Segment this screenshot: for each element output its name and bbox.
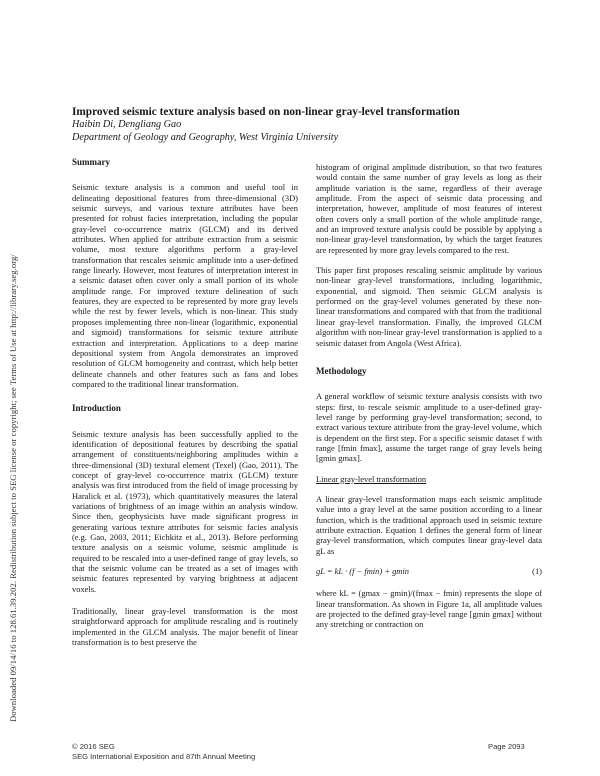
meeting-name: SEG International Exposition and 87th Annual Meeting [72,751,256,761]
after-equation-text: where kL = (gmax − gmin)/(fmax − fmin) represents the slope of linear transformation. As shown in Figure 1a, all amplitude values are projected to the defined gray-level range [gmin gmax] without any stretching or contraction on [316,588,542,630]
right-paragraph-1: histogram of original amplitude distribution, so that two features would contain the same number of gray levels as long as their amplitude variation is the same, regardless of their average amplitude. From the aspect of seismic data processing and interpretation, however, amplitude of most features of interest often covers only a small portion of the whole amplitude range, and an improved texture analysis could be possible by applying a non-linear gray-level transformation, by which the target features are represented by more gray levels compared to the rest. [316,162,542,255]
intro-paragraph-2: Traditionally, linear gray-level transformation is the most straightforward approach for amplitude rescaling and is routinely implemented in the GLCM analysis. The major benefit of linear transformation is to best preserve the [72,606,298,648]
methodology-text: A general workflow of seismic texture analysis consists with two steps: first, to rescale seismic amplitude to a user-defined gray-level range by performing gray-level transformation; second, to extract various texture attribute from the gray-level volume, which is dependent on the first step. For a specific seismic dataset f with range [fmin fmax], assume the target range of gray levels being [gmin gmax]. [316,391,542,464]
authors: Haibin Di, Dengliang Gao [72,119,182,130]
introduction-heading: Introduction [72,403,121,414]
right-paragraph-2: This paper first proposes rescaling seismic amplitude by various non-linear gray-level transformations, including logarithmic, exponential, and sigmoid. Then seismic GLCM analysis is performed on the gray-level volumes generated by these non-linear transformations and compared with that from the traditional linear gray-level transformation. Finally, the improved GLCM algorithm with non-linear gray-level transformation is applied to a seismic dataset from Angola (West Africa). [316,265,542,348]
footer [72,742,255,761]
summary-heading: Summary [72,157,110,167]
paper-title: Improved seismic texture analysis based on non-linear gray-level transformation [72,106,460,118]
right-column [316,162,542,640]
intro-paragraph-1: Seismic texture analysis has been successfully applied to the identification of depositional features by describing the spatial arrangement of constituents/neighboring amplitudes within a three-dimensional (3D) textural element (Texel) (Gao, 2011). The concept of gray-level co-occurrence matrix (GLCM) texture analysis was first introduced from the field of image processing by Haralick et al. (1973), which quantitatively measures the lateral variations of brightness of an image within an analysis window. Since then, geophysicists have made significant progress in generating various texture attributes for seismic facies analysis (e.g. Gao, 2003, 2011; Eichkitz et al., 2013). Before performing texture analysis on a seismic volume, seismic amplitude is required to be rescaled into a user-defined range of gray levels, so that the seismic volume can be treated as a set of images with seismic features represented by varying brightness at adjacent voxels. [72,428,298,594]
download-notice: Downloaded 09/14/16 to 128.61.39.202. Redistribution subject to SEG license or copyright; see Terms of Use at http://library.seg.org/ [8,254,18,722]
equation-number: (1) [532,566,542,576]
left-column [72,157,298,657]
linear-subheading: Linear gray-level transformation [316,473,427,484]
methodology-heading: Methodology [316,365,367,376]
equation-1 [316,566,542,576]
copyright: © 2016 SEG [72,742,115,751]
equation-body: gL = kL · (f − fmin) + gmin [316,566,409,576]
summary-text: Seismic texture analysis is a common and useful tool in delineating depositional features from three-dimensional (3D) seismic surveys, and various texture attributes have been presented for robust facies interpretation, including the popular gray-level co-occurrence matrix (GLCM) and its derived attributes. When applied for attribute extraction from a seismic volume, most texture algorithms perform a gray-level transformation that rescales seismic amplitude into a user-defined range linearly. However, most features of interpretation interest in a seismic dataset often cover only a small portion of its whole amplitude range. For improved texture delineation of such features, they are expected to be represented by more gray levels while the rest by fewer levels, which is non-linear. This study proposes implementing three non-linear (logarithmic, exponential and sigmoid) transformations for seismic texture attribute extraction and interpretation. Applications to a deep marine depositional system from Angola demonstrates an improved resolution of GLCM homogeneity and contrast, which help better delineate channels and other features such as fans and lobes compared to the traditional linear transformation. [72,182,298,389]
author-block [72,119,338,144]
page-number: Page 2093 [488,742,525,751]
linear-text: A linear gray-level transformation maps each seismic amplitude value into a gray level at the same position according to a linear function, which is the traditional approach used in seismic texture attribute extraction. Equation 1 defines the general form of linear gray-level transformation, which computes linear gray-level data gL as [316,493,542,556]
affiliation: Department of Geology and Geography, West Virginia University [72,131,339,143]
